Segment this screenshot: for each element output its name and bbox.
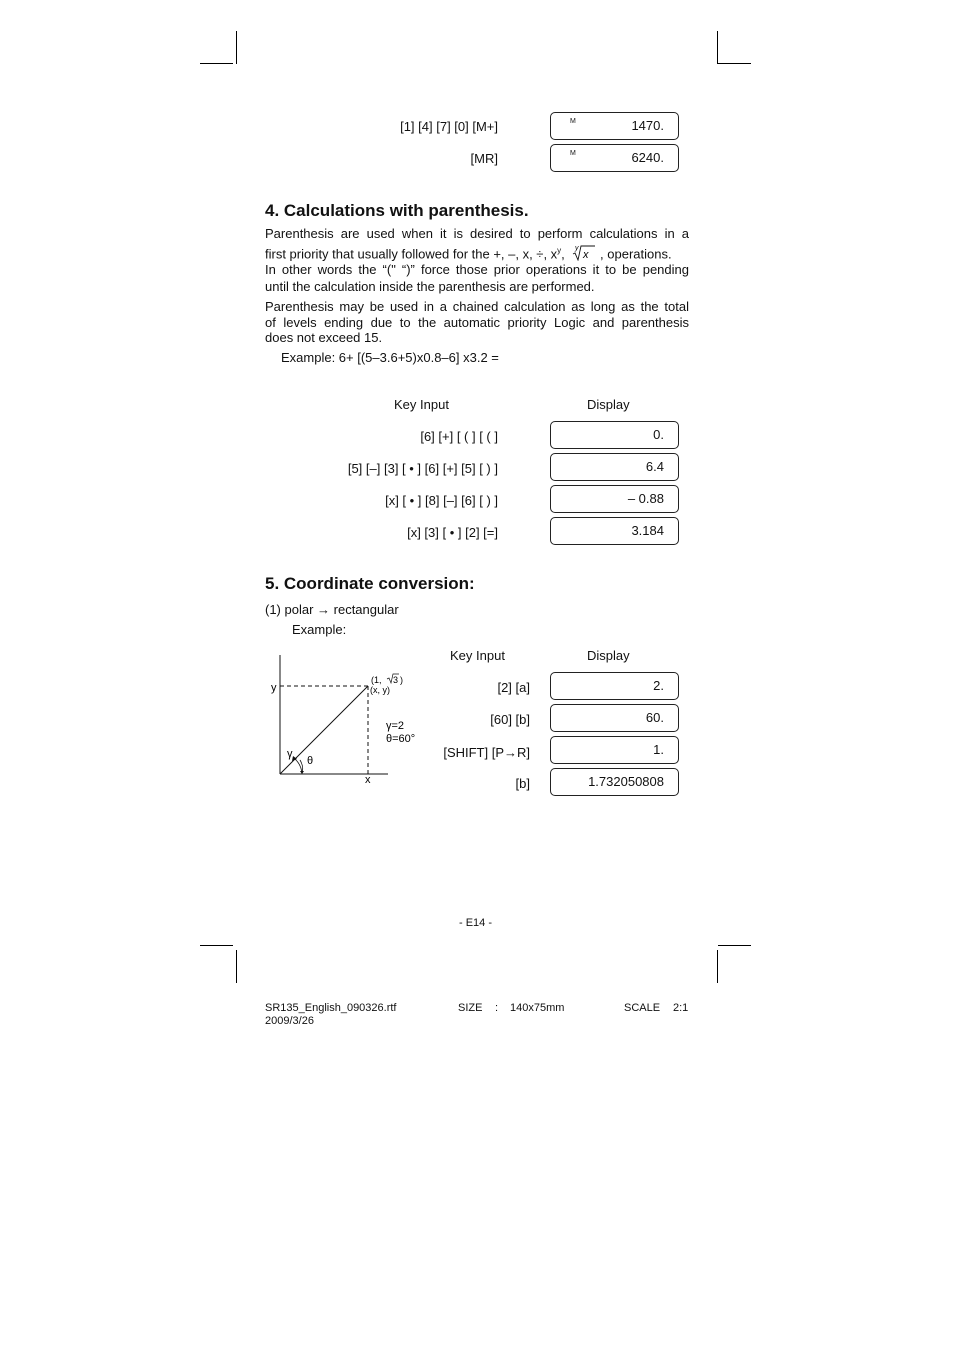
key-input-header: Key Input [394, 397, 449, 412]
display-value: 1. [653, 742, 664, 757]
key-input-step: [b] [515, 776, 530, 791]
crop-mark-bottom-right-h [718, 945, 751, 946]
display-step [550, 704, 679, 732]
paragraph-line: In other words the “(" “)” force those prior operations it to be pending [265, 262, 689, 277]
memory-display [550, 112, 679, 140]
key-input-step: [x] [3] [ • ] [2] [=] [407, 525, 498, 540]
memory-key-input: [1] [4] [7] [0] [M+] [400, 119, 498, 134]
memory-indicator: M [570, 118, 576, 125]
key-input-step: [5] [–] [3] [ • ] [6] [+] [5] [ ) ] [347, 461, 498, 476]
display-value: 60. [645, 710, 664, 725]
section-heading-coordinate: 5. Coordinate conversion: [265, 574, 475, 593]
display-value: 0. [653, 427, 664, 442]
key-input-step: [x] [ • ] [8] [–] [6] [ ) ] [385, 493, 498, 508]
display-value: 1470. [631, 118, 664, 133]
parenthesis-paragraph-1 [265, 226, 689, 295]
display-step [550, 768, 679, 796]
theta-value-label: θ=60° [386, 733, 416, 745]
nth-root-icon [572, 243, 596, 261]
display-step [550, 453, 679, 481]
polar-rectangular-subheading: (1) polar → rectangular [265, 602, 399, 617]
key-input-step: [60] [b] [490, 712, 530, 727]
display-value: 6240. [631, 150, 664, 165]
footer-size-value: 140x75mm [510, 1002, 565, 1014]
paragraph-line: of levels ending due to the automatic priority Logic and parenthesis [265, 315, 689, 330]
parenthesis-example: Example: 6+ [(5–3.6+5)x0.8–6] x3.2 = [281, 350, 499, 365]
root-symbol [572, 245, 596, 261]
page-number: - E14 - [459, 917, 493, 929]
display-step [550, 517, 679, 545]
crop-mark-bottom-left-v [236, 950, 237, 983]
memory-indicator: M [570, 150, 576, 157]
key-input-step: [6] [+] [ ( ] [ ( ] [420, 429, 498, 444]
memory-recall-key-input: [MR] [470, 151, 498, 166]
x-axis-label: x [365, 774, 371, 786]
key-input-header: Key Input [450, 648, 505, 663]
crop-mark-top-left-v [236, 31, 237, 64]
radius-line [280, 686, 368, 774]
display-value: 3.184 [631, 523, 664, 538]
display-value: 1.732050808 [588, 774, 664, 789]
point-sqrt-value: 3 [393, 675, 399, 685]
crop-mark-top-right-h [718, 63, 751, 64]
display-header: Display [587, 397, 630, 412]
superscript-y: y [557, 246, 562, 255]
paragraph-line: until the calculation inside the parenthesis are performed. [265, 279, 595, 294]
key-input-step: [SHIFT] [P→R] [443, 745, 530, 760]
svg-text:x: x [583, 249, 589, 262]
crop-mark-top-right-v [717, 31, 718, 64]
display-value: 6.4 [645, 459, 664, 474]
crop-mark-bottom-left-h [200, 945, 233, 946]
footer-date: 2009/3/26 [265, 1015, 314, 1027]
svg-text:y: y [575, 245, 579, 253]
paragraph-line: first priority that usually followed for the +, –, x, ÷, $x^y$, y x , operations. [265, 245, 672, 262]
display-value: 2. [653, 678, 664, 693]
footer-scale-value: 2:1 [673, 1002, 689, 1014]
key-input-step: [2] [a] [497, 680, 530, 695]
y-axis-label: y [271, 682, 277, 694]
paragraph-line: does not exceed 15. [265, 330, 383, 345]
gamma-value-label: γ=2 [386, 720, 405, 732]
polar-coordinate-diagram [260, 650, 435, 790]
display-step [550, 421, 679, 449]
point-label-close: ) [400, 675, 403, 685]
paragraph-line: Parenthesis may be used in a chained calculation as long as the total [265, 299, 689, 314]
paragraph-line-start: first priority that usually followed for the +, –, x, ÷, x [265, 246, 558, 262]
memory-recall-display [550, 144, 679, 172]
point-xy-label: (x, y) [370, 685, 390, 695]
display-value: – 0.88 [627, 491, 664, 506]
crop-mark-bottom-right-v [717, 950, 718, 983]
section-heading-parenthesis: 4. Calculations with parenthesis. [265, 201, 529, 220]
parenthesis-paragraph-2 [265, 299, 689, 346]
point-label: (1, [371, 675, 382, 685]
theta-symbol: θ [307, 755, 314, 767]
display-step [550, 672, 679, 700]
display-step [550, 736, 679, 764]
footer-scale-label: SCALE [624, 1002, 661, 1014]
display-step [550, 485, 679, 513]
footer-size-label: SIZE [458, 1002, 483, 1014]
footer-filename: SR135_English_090326.rtf [265, 1002, 397, 1014]
crop-mark-top-left-h [200, 63, 233, 64]
footer-size-separator: : [495, 1002, 499, 1014]
gamma-symbol: γ [287, 748, 293, 760]
display-header: Display [587, 648, 630, 663]
paragraph-line-end: , operations. [600, 246, 672, 262]
paragraph-line: Parenthesis are used when it is desired to perform calculations in a [265, 226, 689, 241]
coordinate-example-label: Example: [292, 622, 347, 637]
